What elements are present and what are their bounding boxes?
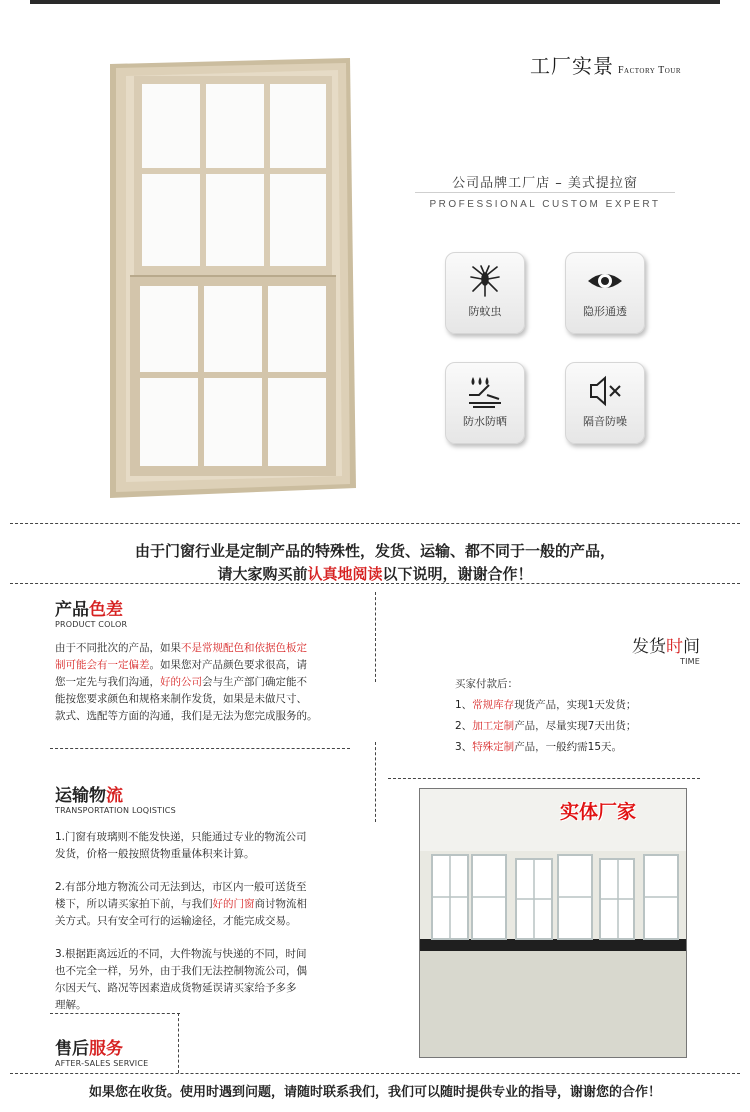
feature-label: 防蚊虫 bbox=[468, 305, 502, 318]
hero-title-en: Factory Tour bbox=[618, 65, 682, 76]
top-divider-bar bbox=[30, 0, 720, 4]
transport-subtitle: TRANSPORTATION LOQISTICS bbox=[55, 806, 176, 815]
shipping-item: 3、特殊定制产品，一般约需15天。 bbox=[455, 741, 623, 753]
shipping-item: 1、常规库存现货产品，实现1天发货； bbox=[455, 699, 637, 711]
aftersales-heading: 售后服务 AFTER-SALES SERVICE bbox=[55, 1039, 149, 1068]
section-divider bbox=[50, 1013, 180, 1014]
section-divider bbox=[10, 523, 740, 524]
section-divider bbox=[10, 583, 740, 584]
transport-heading: 运输物流 TRANSPORTATION LOQISTICS bbox=[55, 786, 176, 815]
feature-tile-invisible bbox=[565, 252, 645, 334]
shipping-time-subtitle: TIME bbox=[679, 657, 700, 666]
notice-line-1: 由于门窗行业是定制产品的特殊性，发货、运输、都不同于一般的产品， bbox=[134, 542, 615, 560]
waterproof-icon bbox=[465, 373, 505, 409]
product-color-subtitle: PRODUCT COLOR bbox=[55, 620, 128, 629]
column-divider bbox=[375, 742, 376, 822]
brand-title: 公司品牌工厂店 – 美式提拉窗 bbox=[452, 176, 638, 191]
feature-label: 隔音防噪 bbox=[583, 415, 627, 428]
factory-photo bbox=[419, 788, 687, 1058]
brand-divider bbox=[415, 192, 675, 193]
shipping-time-text: 买家付款后： 1、常规库存现货产品，实现1天发货； 2、加工定制产品，尽量实现7天出货； 3、特殊定制产品，一般约需15天。 bbox=[455, 674, 695, 758]
shipping-time-heading: 发货时间 TIME bbox=[560, 632, 700, 666]
column-divider bbox=[178, 1013, 179, 1073]
mute-speaker-icon bbox=[585, 373, 625, 409]
section-divider bbox=[10, 1073, 740, 1074]
notice-line-2: 请大家购买前认真地阅读以下说明，谢谢合作！ bbox=[217, 565, 533, 583]
notice-highlight: 认真地阅读 bbox=[307, 565, 383, 583]
section-divider bbox=[50, 748, 350, 749]
feature-tile-soundproof bbox=[565, 362, 645, 444]
product-color-text: 由于不同批次的产品，如果不是常规配色和依据色板定 制可能会有一定偏差。如果您对产品颜色要求很高，请 您一定先与我们沟通，好的公司会与生产部门确定能不 能按您要求颜色和规格来制作发货，如果是未做尺寸、 款式、选配等方面的沟通，我们是无法为您完成服务的。 bbox=[55, 642, 318, 722]
aftersales-subtitle: AFTER-SALES SERVICE bbox=[55, 1059, 149, 1068]
brand-subtitle: PROFESSIONAL CUSTOM EXPERT bbox=[429, 199, 661, 210]
factory-photo-illustration bbox=[420, 789, 686, 1057]
hero-title: 工厂实景 Factory Tour bbox=[530, 54, 682, 78]
window-illustration bbox=[110, 58, 356, 498]
feature-tile-waterproof bbox=[445, 362, 525, 444]
product-color-heading: 产品色差 PRODUCT COLOR bbox=[55, 600, 128, 629]
feature-label: 防水防晒 bbox=[463, 415, 507, 428]
aftersales-text: 如果您在收货。使用时遇到问题，请随时联系我们，我们可以随时提供专业的指导，谢谢您的合作！ bbox=[88, 1085, 661, 1100]
transport-text: 1.门窗有玻璃则不能发快递，只能通过专业的物流公司 发货，价格一般按照货物重量体积来计算。 2.有部分地方物流公司无法到达，市区内一般可送货至 楼下，所以请买家拍下前，与我们好的门窗商讨物流相 关方式。只有安全可行的运输途径，才能完成交易。 3.根据距离远近的不同，大件物流与快递的不同，时间 也不完全一样，另外，由于我们无法控制物流公司，偶 尔因天气、路况等因素造成货物延误请买家给予多多 理解。 bbox=[55, 831, 307, 1011]
column-divider bbox=[375, 592, 376, 682]
mosquito-icon bbox=[467, 263, 503, 299]
feature-label: 隐形通透 bbox=[583, 305, 627, 318]
factory-photo-caption: 实体厂家 bbox=[560, 801, 637, 823]
feature-tile-anti-mosquito bbox=[445, 252, 525, 334]
shipping-item: 2、加工定制产品，尽量实现7天出货； bbox=[455, 720, 637, 732]
eye-icon bbox=[585, 263, 625, 299]
section-divider bbox=[388, 778, 700, 779]
